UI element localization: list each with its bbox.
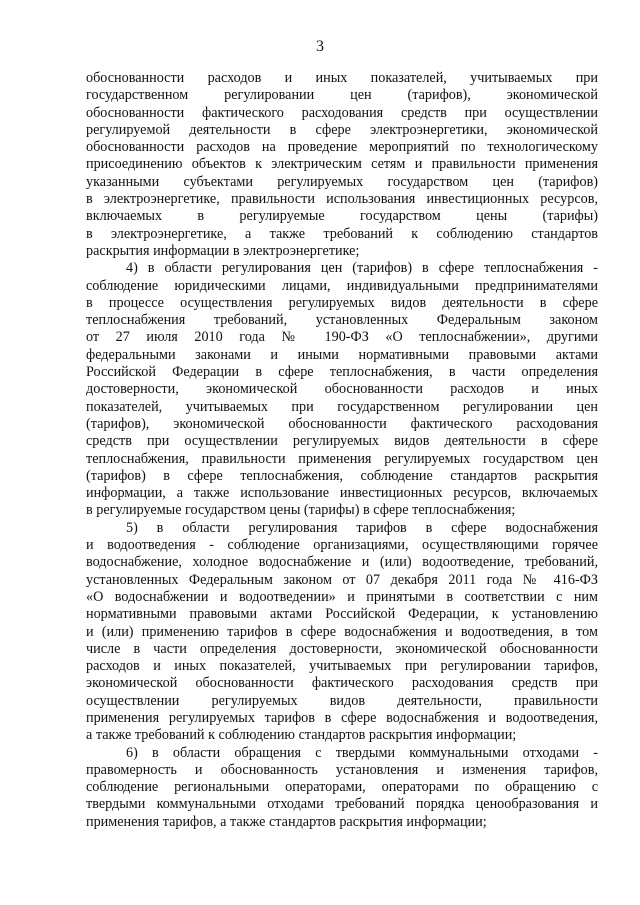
text-line: обоснованности расходов и иных показателей, учитываемых при bbox=[86, 70, 598, 86]
page-number: 3 bbox=[316, 38, 324, 55]
text-line: федеральными законами и иными нормативными правовыми актами bbox=[86, 346, 598, 363]
text-line: в электроэнергетике, правильности использования инвестиционных ресурсов, bbox=[86, 191, 598, 208]
text-line: включаемых в регулируемые государством цены (тарифы) bbox=[86, 208, 598, 225]
text-line: расходов и иных показателей, учитываемых при регулировании тарифов, bbox=[86, 658, 598, 675]
text-line: числе в части определения достоверности, экономической обоснованности bbox=[86, 640, 598, 657]
text-line: теплоснабжения требований, установленных Федеральным законом bbox=[86, 312, 598, 329]
text-line: теплоснабжения, правильности применения регулируемых государством цен bbox=[86, 450, 598, 467]
text-line: указанными субъектами регулируемых государством цен (тарифов) bbox=[86, 173, 598, 190]
text-line: в электроэнергетике, а также требований к соблюдению стандартов bbox=[86, 225, 598, 242]
body-text bbox=[86, 70, 598, 831]
text-line: нормативными правовыми актами Российской Федерации, к установлению bbox=[86, 606, 598, 623]
text-line: применения регулируемых тарифов в сфере водоснабжения и водоотведения, bbox=[86, 709, 598, 726]
text-line: 4) в области регулирования цен (тарифов) в сфере теплоснабжения - bbox=[126, 260, 598, 277]
text-line: в регулируемые государством цены (тарифы) в сфере теплоснабжения; bbox=[86, 502, 516, 519]
text-line: водоснабжение, холодное водоснабжение и (или) водоотведение, требований, bbox=[86, 554, 598, 571]
text-line: (тарифов), экономической обоснованности фактического расходования bbox=[86, 415, 598, 432]
text-line: обоснованности фактического расходования средств при осуществлении bbox=[86, 104, 598, 121]
text-line: соблюдение юридическими лицами, индивидуальными предпринимателями bbox=[86, 277, 598, 294]
text-line: установленных Федеральным законом от 07 декабря 2011 года № 416-ФЗ bbox=[86, 571, 598, 588]
text-line: и водоотведения - соблюдение организациями, осуществляющими горячее bbox=[86, 537, 598, 554]
text-line: государственном регулировании цен (тарифов), экономической bbox=[86, 87, 598, 104]
text-line: (тарифов) в сфере теплоснабжения, соблюдение стандартов раскрытия bbox=[86, 467, 598, 484]
text-line: от 27 июля 2010 года № 190-ФЗ «О теплоснабжении», другими bbox=[86, 329, 598, 346]
text-line: достоверности, экономической обоснованности расходов и иных bbox=[86, 381, 598, 398]
text-line: средств при осуществлении регулируемых видов деятельности в сфере bbox=[86, 433, 598, 450]
text-line: обоснованности расходов на проведение мероприятий по технологическому bbox=[86, 139, 598, 156]
text-line: правомерность и обоснованность установления и изменения тарифов, bbox=[86, 761, 598, 778]
text-line: в процессе осуществления регулируемых видов деятельности в сфере bbox=[86, 294, 598, 311]
text-line: 5) в области регулирования тарифов в сфере водоснабжения bbox=[126, 519, 598, 536]
text-line: показателей, учитываемых при государственном регулировании цен bbox=[86, 398, 598, 415]
text-line: «О водоснабжении и водоотведении» и принятыми в соответствии с ним bbox=[86, 588, 598, 605]
text-line: раскрытия информации в электроэнергетике; bbox=[86, 242, 360, 259]
text-line: Российской Федерации в сфере теплоснабжения, в части определения bbox=[86, 364, 598, 381]
text-line: информации, а также использование инвестиционных ресурсов, включаемых bbox=[86, 485, 598, 502]
text-line: применения тарифов, а также стандартов раскрытия информации; bbox=[86, 813, 487, 830]
text-line: соблюдение региональными операторами, операторами по обращению с bbox=[86, 779, 598, 796]
text-line: осуществлении регулируемых видов деятельности, правильности bbox=[86, 692, 598, 709]
text-line: а также требований к соблюдению стандартов раскрытия информации; bbox=[86, 727, 517, 744]
text-line: твердыми коммунальными отходами требований порядка ценообразования и bbox=[86, 796, 598, 813]
text-line: 6) в области обращения с твердыми коммунальными отходами - bbox=[126, 744, 598, 761]
text-line: присоединению объектов к электрическим сетям и правильности применения bbox=[86, 156, 598, 173]
text-line: экономической обоснованности фактического расходования средств при bbox=[86, 675, 598, 692]
text-line: регулируемой деятельности в сфере электроэнергетики, экономической bbox=[86, 121, 598, 138]
text-line: и (или) применению тарифов в сфере водоснабжения и водоотведения, в том bbox=[86, 623, 598, 640]
